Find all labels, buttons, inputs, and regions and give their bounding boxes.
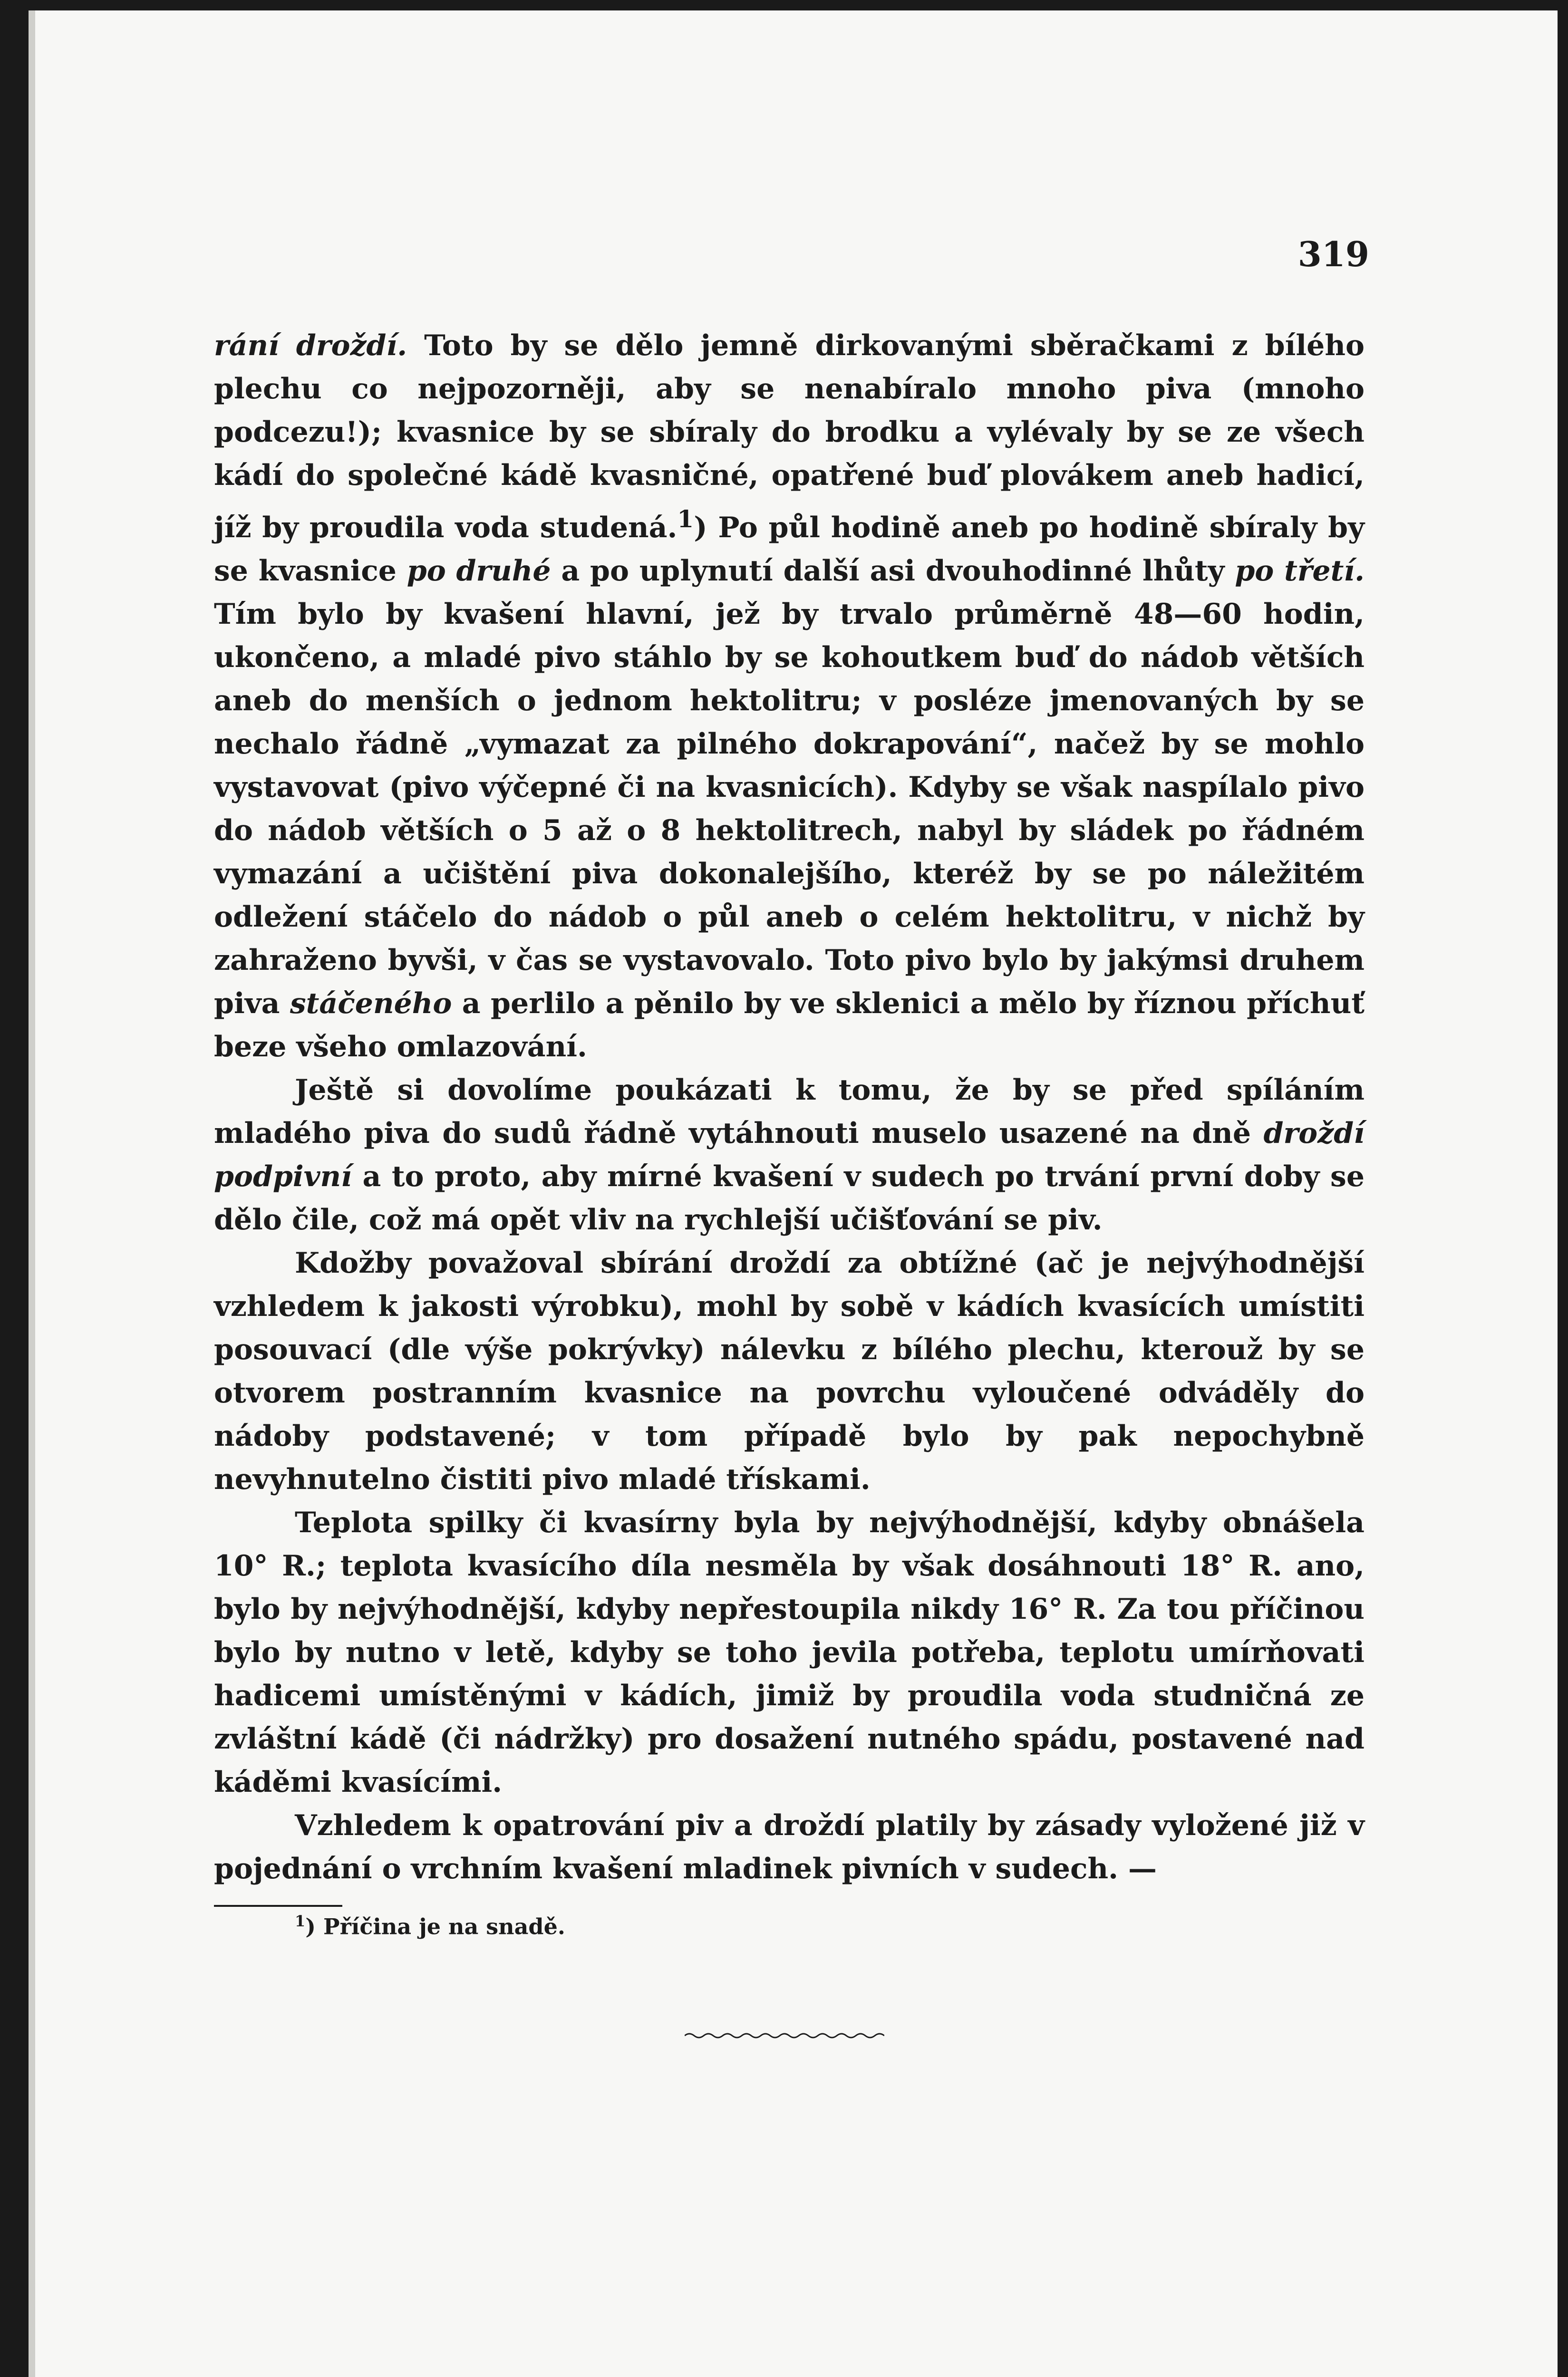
paragraph-text: Ještě si dovolíme poukázati k tomu, že by se před spíláním mladého piva do sudů řádně vytáhnouti muselo usazené na dně xyxy=(214,1073,1365,1150)
footnote-marker: 1 xyxy=(295,1912,306,1930)
emphasis-text: stáčeného xyxy=(290,987,452,1020)
paragraph-text: a perlilo a pěnilo by ve sklenici a mělo by říznou příchuť beze všeho omlazování. xyxy=(214,987,1365,1063)
footnote-reference: 1 xyxy=(677,505,694,533)
paragraph xyxy=(214,1501,1365,1804)
footnote xyxy=(295,1912,565,1939)
paragraph-text: a to proto, aby mírné kvašení v sudech po trvání první doby se dělo čile, což má opět vliv na rychlejší učišťování se piv. xyxy=(214,1160,1365,1237)
page-number: 319 xyxy=(1297,234,1369,274)
paragraph xyxy=(214,324,1365,1069)
page-edge xyxy=(29,10,35,2377)
body-text xyxy=(214,324,1365,1891)
emphasis-text: po třetí. xyxy=(1235,554,1365,588)
end-ornament-icon xyxy=(685,2031,884,2040)
emphasis-text: rání droždí. xyxy=(214,329,407,362)
paragraph-text: Teplota spilky či kvasírny byla by nejvýhodnější, kdyby obnášela 10° R.; teplota kvasícího díla nesměla by však dosáhnouti 18° R. ano, bylo by nejvýhodnější, kdyby nepřestoupila nikdy 16° R. Za tou příčinou bylo by nutno v letě, kdyby se toho jevila potřeba, teplotu umírňovati hadicemi umístěnými v kádích, jimiž by proudila voda studničná ze zvláštní kádě (či nádržky) pro dosažení nutného spádu, postavené nad káděmi kvasícími. xyxy=(214,1506,1365,1799)
emphasis-text: po druhé xyxy=(407,554,551,588)
book-page xyxy=(29,10,1558,2377)
paragraph-text: ) Po půl hodině aneb po hodině sbíraly by se kvasnice xyxy=(214,511,1365,588)
paragraph xyxy=(214,1242,1365,1501)
footnote-divider xyxy=(214,1905,342,1907)
paragraph-text: Vzhledem k opatrování piv a droždí platily by zásady vyložené již v pojednání o vrchním kvašení mladinek pivních v sudech. — xyxy=(214,1809,1365,1885)
paragraph xyxy=(214,1804,1365,1891)
paragraph xyxy=(214,1069,1365,1242)
footnote-text: ) Příčina je na snadě. xyxy=(305,1913,565,1940)
paragraph-text: Kdožby považoval sbírání droždí za obtížné (ač je nejvýhodnější vzhledem k jakosti výrobku), mohl by sobě v kádích kvasících umístiti posouvací (dle výše pokrývky) nálevku z bílého plechu, kterouž by se otvorem postranním kvasnice na povrchu vyloučené odváděly do nádoby podstavené; v tom případě bylo by pak nepochybně nevyhnutelno čistiti pivo mladé třískami. xyxy=(214,1246,1365,1496)
paragraph-text: Tím bylo by kvašení hlavní, jež by trvalo průměrně 48—60 hodin, ukončeno, a mladé pivo stáhlo by se kohoutkem buď do nádob větších aneb do menších o jednom hektolitru; v posléze jmenovaných by se nechalo řádně „vymazat za pilného dokrapování“, načež by se mohlo vystavovat (pivo výčepné či na kvasnicích). Kdyby se však naspílalo pivo do nádob větších o 5 až o 8 hektolitrech, nabyl by sládek po řádném vymazání a učištění piva dokonalejšího, kteréž by se po náležitém odležení stáčelo do nádob o půl aneb o celém hektolitru, v nichž by zahraženo byvši, v čas se vystavovalo. Toto pivo bylo by jakýmsi druhem piva xyxy=(214,598,1365,1020)
emphasis-text: droždí podpivní xyxy=(214,1117,1365,1193)
paragraph-text: Toto by se dělo jemně dirkovanými sběračkami z bílého plechu co nejpozorněji, aby se nenabíralo mnoho piva (mnoho podcezu!); kvasnice by se sbíraly do brodku a vylévaly by se ze všech kádí do společné kádě kvasničné, opatřené buď plovákem aneb hadicí, jíž by proudila voda studená. xyxy=(214,329,1365,544)
paragraph-text: a po uplynutí další asi dvouhodinné lhůty xyxy=(551,554,1235,588)
